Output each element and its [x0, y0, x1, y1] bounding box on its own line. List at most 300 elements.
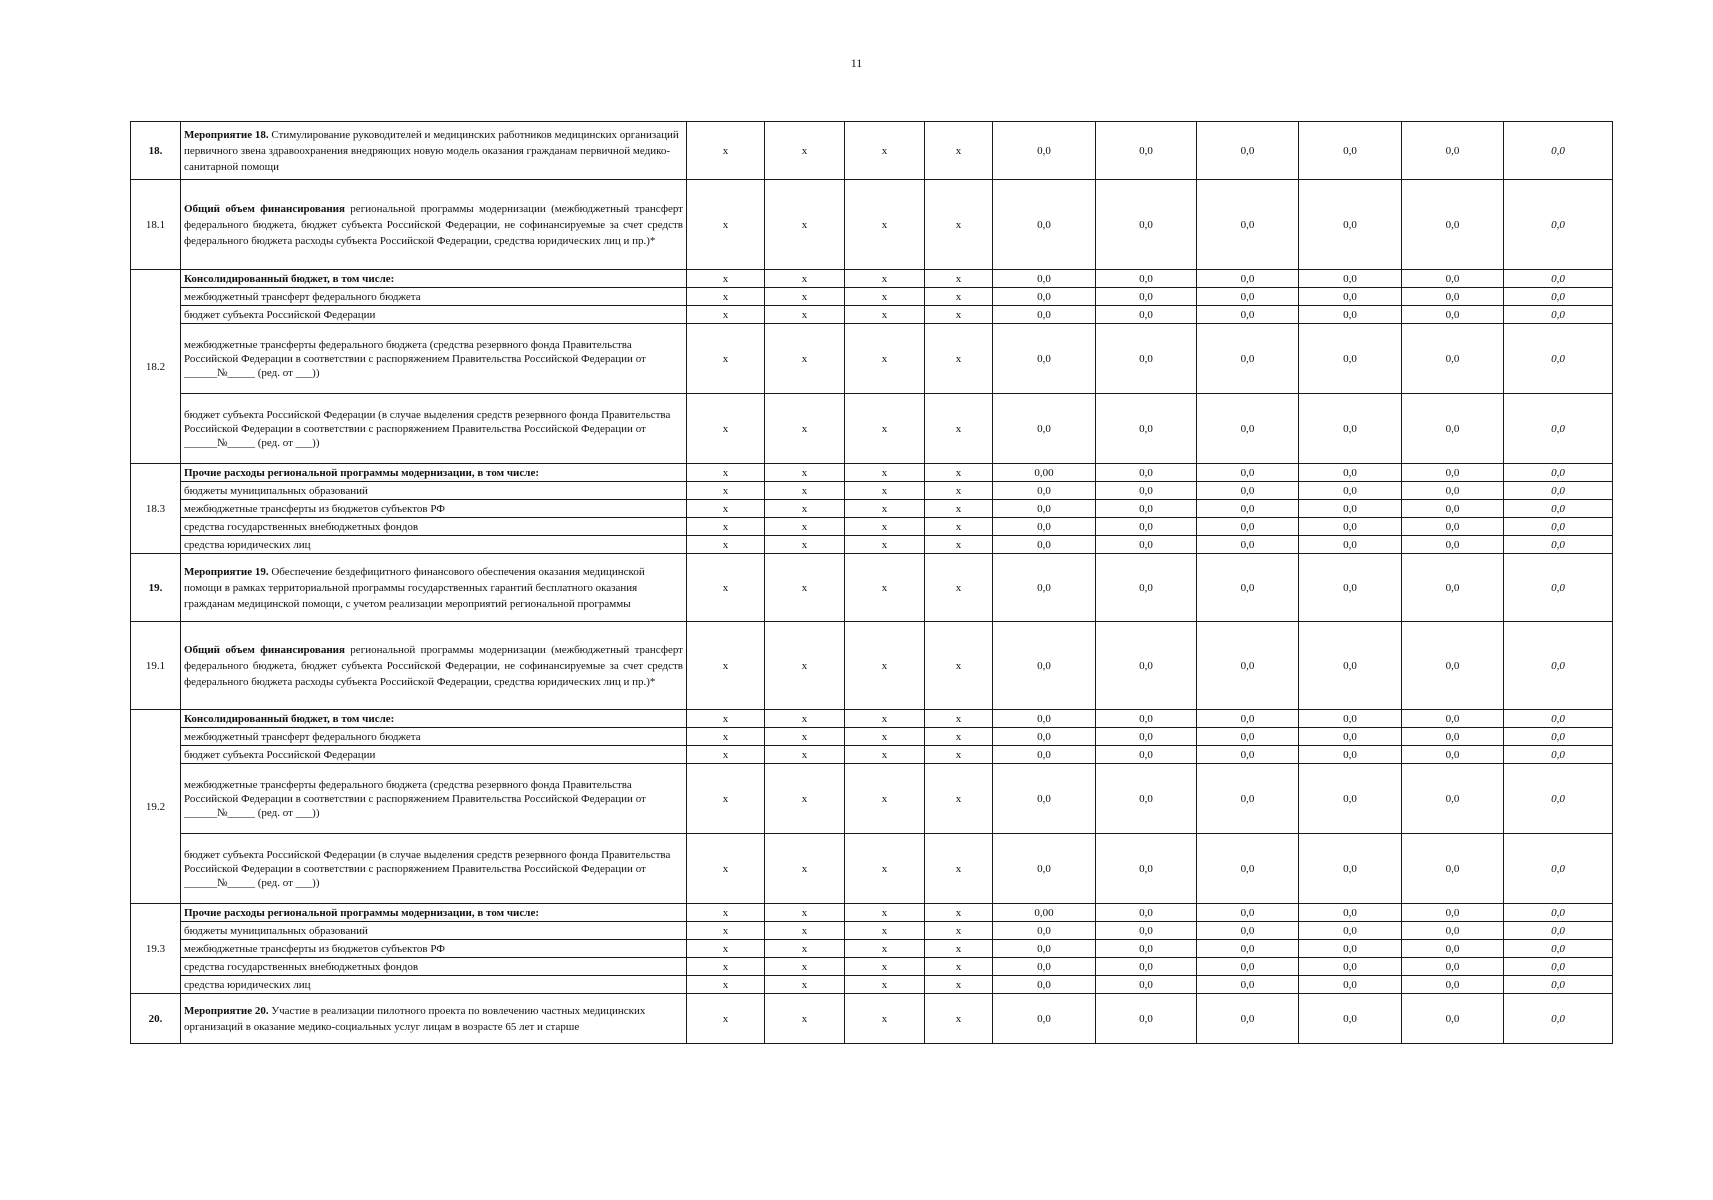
cell-value: 0,0: [993, 518, 1096, 536]
cell-value: 0,0: [1299, 764, 1402, 834]
row-description-text: Участие в реализации пилотного проекта по вовлечению частных медицинских организаций в оказание медико-социальных услуг лицам в возрасте 65 лет и старше: [184, 1004, 646, 1033]
cell-value: 0,0: [1504, 764, 1613, 834]
cell-marker: x: [687, 482, 765, 500]
row-description-lead: Общий объем финансирования: [184, 202, 345, 215]
cell-value: 0,0: [993, 482, 1096, 500]
row-description: [181, 122, 687, 180]
cell-marker: x: [925, 536, 993, 554]
cell-marker: x: [765, 536, 845, 554]
cell-value: 0,0: [1299, 710, 1402, 728]
cell-value: 0,0: [1504, 728, 1613, 746]
cell-value: 0,0: [993, 922, 1096, 940]
cell-marker: x: [765, 958, 845, 976]
cell-marker: x: [687, 764, 765, 834]
cell-value: 0,0: [1096, 288, 1197, 306]
cell-value: 0,0: [1096, 834, 1197, 904]
row-description: межбюджетные трансферты федерального бюджета (средства резервного фонда Правительства Российской Федерации в соответствии с распоряжением Правительства Российской Федерации от ______№_____ (ред. от ___)): [181, 764, 687, 834]
cell-value: 0,0: [993, 764, 1096, 834]
cell-marker: x: [765, 500, 845, 518]
cell-marker: x: [925, 958, 993, 976]
row-description-text: региональной программы модернизации (межбюджетный трансферт федерального бюджета, бюджет субъекта Российской Федерации, не софинансируемые за счет средств федерального бюджета расходы субъекта Российской Федерации, средства юридических лиц и пр.)*: [184, 202, 683, 247]
cell-marker: x: [687, 394, 765, 464]
cell-marker: x: [845, 288, 925, 306]
cell-marker: x: [765, 834, 845, 904]
cell-marker: x: [765, 324, 845, 394]
cell-marker: x: [925, 922, 993, 940]
cell-value: 0,0: [993, 536, 1096, 554]
cell-value: 0,0: [1197, 394, 1299, 464]
cell-value: 0,0: [993, 306, 1096, 324]
cell-value: 0,0: [1299, 306, 1402, 324]
table-body: [131, 122, 1613, 1044]
cell-value: 0,0: [1402, 904, 1504, 922]
table-row: [131, 270, 1613, 288]
cell-marker: x: [925, 288, 993, 306]
cell-value: 0,0: [1197, 922, 1299, 940]
table-row: [131, 746, 1613, 764]
cell-marker: x: [925, 728, 993, 746]
cell-value: 0,0: [1197, 536, 1299, 554]
cell-value: 0,0: [993, 500, 1096, 518]
cell-marker: x: [925, 976, 993, 994]
cell-value: 0,0: [1402, 270, 1504, 288]
cell-value: 0,0: [1402, 500, 1504, 518]
row-description: Консолидированный бюджет, в том числе:: [181, 710, 687, 728]
table-row: [131, 500, 1613, 518]
cell-value: 0,0: [993, 976, 1096, 994]
cell-value: 0,0: [1096, 122, 1197, 180]
cell-marker: x: [687, 922, 765, 940]
cell-value: 0,0: [1402, 976, 1504, 994]
cell-value: 0,0: [1402, 306, 1504, 324]
table-row: [131, 122, 1613, 180]
cell-value: 0,0: [1299, 904, 1402, 922]
table-row: [131, 324, 1613, 394]
cell-value: 0,0: [1402, 518, 1504, 536]
cell-marker: x: [845, 180, 925, 270]
row-number: 18.3: [131, 464, 181, 554]
cell-value: 0,0: [1504, 500, 1613, 518]
cell-marker: x: [765, 270, 845, 288]
cell-marker: x: [765, 940, 845, 958]
cell-marker: x: [925, 834, 993, 904]
cell-marker: x: [845, 746, 925, 764]
cell-value: 0,0: [993, 288, 1096, 306]
cell-marker: x: [765, 976, 845, 994]
cell-value: 0,0: [1096, 904, 1197, 922]
table-row: [131, 482, 1613, 500]
table-row: [131, 710, 1613, 728]
cell-value: 0,0: [1504, 482, 1613, 500]
cell-marker: x: [687, 554, 765, 622]
cell-value: 0,0: [993, 958, 1096, 976]
cell-value: 0,0: [993, 270, 1096, 288]
cell-marker: x: [687, 464, 765, 482]
cell-value: 0,0: [1197, 554, 1299, 622]
financing-table: [130, 121, 1613, 1044]
cell-marker: x: [845, 976, 925, 994]
row-description: бюджет субъекта Российской Федерации (в случае выделения средств резервного фонда Правительства Российской Федерации в соответствии с распоряжением Правительства Российской Федерации от ______№_____ (ред. от ___)): [181, 834, 687, 904]
cell-value: 0,0: [1402, 464, 1504, 482]
row-number: 20.: [131, 994, 181, 1044]
cell-marker: x: [845, 500, 925, 518]
table-row: [131, 904, 1613, 922]
cell-value: 0,0: [1299, 994, 1402, 1044]
cell-value: 0,0: [1197, 958, 1299, 976]
cell-marker: x: [845, 728, 925, 746]
cell-value: 0,0: [1299, 324, 1402, 394]
row-description: межбюджетные трансферты из бюджетов субъектов РФ: [181, 500, 687, 518]
row-description: [181, 994, 687, 1044]
cell-value: 0,0: [1197, 622, 1299, 710]
cell-marker: x: [925, 122, 993, 180]
cell-value: 0,0: [1504, 922, 1613, 940]
cell-value: 0,0: [1197, 180, 1299, 270]
row-description: бюджеты муниципальных образований: [181, 922, 687, 940]
cell-value: 0,0: [993, 834, 1096, 904]
cell-marker: x: [687, 180, 765, 270]
cell-value: 0,0: [1096, 554, 1197, 622]
cell-marker: x: [845, 710, 925, 728]
row-description: [181, 622, 687, 710]
cell-marker: x: [687, 288, 765, 306]
cell-value: 0,0: [1299, 518, 1402, 536]
row-description-lead: Мероприятие 18.: [184, 128, 269, 141]
row-description: [181, 554, 687, 622]
cell-value: 0,0: [1402, 834, 1504, 904]
table-row: [131, 622, 1613, 710]
cell-marker: x: [925, 180, 993, 270]
cell-value: 0,0: [1402, 622, 1504, 710]
cell-value: 0,0: [1197, 710, 1299, 728]
cell-value: 0,0: [1402, 728, 1504, 746]
cell-value: 0,0: [1504, 904, 1613, 922]
cell-marker: x: [925, 746, 993, 764]
cell-marker: x: [765, 306, 845, 324]
cell-value: 0,0: [1504, 536, 1613, 554]
cell-value: 0,0: [1402, 288, 1504, 306]
cell-marker: x: [925, 994, 993, 1044]
cell-value: 0,0: [1299, 536, 1402, 554]
cell-value: 0,0: [1504, 180, 1613, 270]
cell-value: 0,0: [1096, 710, 1197, 728]
cell-value: 0,0: [1504, 324, 1613, 394]
cell-marker: x: [765, 122, 845, 180]
table-row: [131, 940, 1613, 958]
cell-value: 0,0: [1096, 728, 1197, 746]
cell-marker: x: [765, 728, 845, 746]
cell-marker: x: [925, 518, 993, 536]
cell-value: 0,0: [1299, 958, 1402, 976]
cell-value: 0,0: [1197, 728, 1299, 746]
cell-value: 0,0: [1402, 554, 1504, 622]
cell-marker: x: [765, 554, 845, 622]
table-row: [131, 922, 1613, 940]
cell-value: 0,0: [1197, 994, 1299, 1044]
cell-value: 0,0: [1299, 976, 1402, 994]
cell-value: 0,0: [1197, 904, 1299, 922]
cell-marker: x: [845, 518, 925, 536]
cell-value: 0,0: [993, 324, 1096, 394]
cell-marker: x: [765, 904, 845, 922]
cell-marker: x: [925, 306, 993, 324]
cell-value: 0,0: [993, 622, 1096, 710]
cell-marker: x: [765, 994, 845, 1044]
cell-value: 0,0: [1197, 306, 1299, 324]
cell-value: 0,0: [1504, 394, 1613, 464]
cell-value: 0,0: [1096, 622, 1197, 710]
cell-value: 0,0: [1504, 834, 1613, 904]
cell-value: 0,0: [1096, 394, 1197, 464]
cell-value: 0,0: [1197, 764, 1299, 834]
row-description: межбюджетные трансферты из бюджетов субъектов РФ: [181, 940, 687, 958]
cell-value: 0,0: [1197, 518, 1299, 536]
row-description: Прочие расходы региональной программы модернизации, в том числе:: [181, 904, 687, 922]
cell-value: 0,0: [1197, 122, 1299, 180]
cell-value: 0,0: [1299, 834, 1402, 904]
cell-value: 0,0: [1197, 288, 1299, 306]
row-number: 18.1: [131, 180, 181, 270]
table-row: [131, 464, 1613, 482]
cell-value: 0,0: [993, 994, 1096, 1044]
cell-marker: x: [925, 394, 993, 464]
table-row: [131, 288, 1613, 306]
cell-value: 0,0: [1299, 270, 1402, 288]
cell-value: 0,0: [1402, 710, 1504, 728]
table-row: [131, 728, 1613, 746]
cell-marker: x: [845, 904, 925, 922]
cell-value: 0,0: [1299, 554, 1402, 622]
cell-marker: x: [687, 994, 765, 1044]
cell-value: 0,0: [1402, 958, 1504, 976]
cell-value: 0,0: [1299, 622, 1402, 710]
cell-value: 0,0: [1402, 122, 1504, 180]
cell-value: 0,0: [1504, 994, 1613, 1044]
table-row: [131, 554, 1613, 622]
table-row: [131, 958, 1613, 976]
row-description: Прочие расходы региональной программы модернизации, в том числе:: [181, 464, 687, 482]
cell-marker: x: [687, 710, 765, 728]
cell-value: 0,0: [1197, 482, 1299, 500]
cell-marker: x: [845, 834, 925, 904]
cell-marker: x: [765, 922, 845, 940]
cell-value: 0,0: [993, 554, 1096, 622]
row-description: межбюджетный трансферт федерального бюджета: [181, 728, 687, 746]
cell-value: 0,0: [1504, 958, 1613, 976]
row-description: [181, 180, 687, 270]
cell-marker: x: [845, 764, 925, 834]
cell-value: 0,0: [993, 710, 1096, 728]
cell-value: 0,0: [1504, 554, 1613, 622]
cell-value: 0,0: [993, 180, 1096, 270]
cell-marker: x: [925, 270, 993, 288]
cell-value: 0,0: [1402, 394, 1504, 464]
row-description-lead: Мероприятие 19.: [184, 565, 269, 578]
row-description-text: региональной программы модернизации (межбюджетный трансферт федерального бюджета, бюджет субъекта Российской Федерации, не софинансируемые за счет средств федерального бюджета расходы субъекта Российской Федерации, средства юридических лиц и пр.)*: [184, 643, 683, 688]
cell-marker: x: [925, 500, 993, 518]
cell-value: 0,0: [1096, 464, 1197, 482]
cell-marker: x: [765, 394, 845, 464]
cell-marker: x: [845, 394, 925, 464]
row-description: межбюджетные трансферты федерального бюджета (средства резервного фонда Правительства Российской Федерации в соответствии с распоряжением Правительства Российской Федерации от ______№_____ (ред. от ___)): [181, 324, 687, 394]
cell-marker: x: [687, 958, 765, 976]
cell-marker: x: [687, 306, 765, 324]
cell-value: 0,0: [1197, 464, 1299, 482]
cell-marker: x: [925, 622, 993, 710]
cell-value: 0,0: [1504, 976, 1613, 994]
table-row: [131, 306, 1613, 324]
cell-value: 0,0: [1504, 122, 1613, 180]
cell-value: 0,0: [1504, 622, 1613, 710]
page-number: 11: [850, 56, 863, 70]
cell-value: 0,0: [1096, 922, 1197, 940]
cell-value: 0,0: [1197, 324, 1299, 394]
cell-marker: x: [845, 622, 925, 710]
cell-marker: x: [925, 482, 993, 500]
cell-value: 0,0: [1096, 958, 1197, 976]
cell-value: 0,0: [1504, 288, 1613, 306]
table-row: [131, 994, 1613, 1044]
cell-marker: x: [845, 994, 925, 1044]
cell-marker: x: [845, 464, 925, 482]
cell-value: 0,0: [1197, 746, 1299, 764]
cell-value: 0,0: [1096, 324, 1197, 394]
cell-marker: x: [925, 554, 993, 622]
cell-marker: x: [687, 728, 765, 746]
cell-value: 0,0: [1299, 922, 1402, 940]
cell-marker: x: [765, 482, 845, 500]
cell-value: 0,0: [1504, 710, 1613, 728]
row-number: 18.2: [131, 270, 181, 464]
table-row: [131, 536, 1613, 554]
row-description-text: Стимулирование руководителей и медицинских работников медицинских организаций первичного звена здравоохранения внедряющих новую модель оказания гражданам первичной медико-санитарной помощи: [184, 128, 679, 173]
cell-marker: x: [687, 976, 765, 994]
table-row: [131, 834, 1613, 904]
cell-value: 0,0: [1402, 536, 1504, 554]
cell-value: 0,0: [1197, 940, 1299, 958]
cell-value: 0,0: [1504, 306, 1613, 324]
cell-marker: x: [925, 710, 993, 728]
cell-value: 0,0: [1197, 270, 1299, 288]
cell-value: 0,0: [1096, 940, 1197, 958]
cell-marker: x: [687, 622, 765, 710]
cell-value: 0,0: [1299, 122, 1402, 180]
row-description: Консолидированный бюджет, в том числе:: [181, 270, 687, 288]
cell-marker: x: [765, 180, 845, 270]
cell-value: 0,0: [1402, 746, 1504, 764]
cell-marker: x: [845, 122, 925, 180]
cell-marker: x: [845, 306, 925, 324]
cell-marker: x: [925, 464, 993, 482]
cell-marker: x: [765, 518, 845, 536]
row-description: межбюджетный трансферт федерального бюджета: [181, 288, 687, 306]
cell-marker: x: [845, 922, 925, 940]
cell-marker: x: [845, 940, 925, 958]
row-description: бюджет субъекта Российской Федерации: [181, 306, 687, 324]
table-row: [131, 394, 1613, 464]
cell-marker: x: [925, 904, 993, 922]
cell-value: 0,0: [1197, 500, 1299, 518]
cell-value: 0,0: [1096, 180, 1197, 270]
cell-marker: x: [845, 958, 925, 976]
cell-value: 0,0: [993, 728, 1096, 746]
cell-value: 0,0: [1402, 180, 1504, 270]
cell-marker: x: [765, 764, 845, 834]
cell-value: 0,0: [1299, 500, 1402, 518]
cell-marker: x: [687, 536, 765, 554]
row-number: 19.: [131, 554, 181, 622]
cell-value: 0,0: [1504, 270, 1613, 288]
row-description: средства юридических лиц: [181, 536, 687, 554]
cell-marker: x: [845, 554, 925, 622]
cell-marker: x: [687, 518, 765, 536]
cell-value: 0,0: [1197, 976, 1299, 994]
cell-value: 0,0: [1096, 536, 1197, 554]
cell-value: 0,0: [1299, 940, 1402, 958]
row-description-lead: Общий объем финансирования: [184, 643, 345, 656]
row-description: бюджет субъекта Российской Федерации: [181, 746, 687, 764]
cell-value: 0,0: [1096, 994, 1197, 1044]
cell-value: 0,0: [1299, 180, 1402, 270]
cell-value: 0,0: [1504, 518, 1613, 536]
cell-value: 0,0: [1096, 976, 1197, 994]
cell-value: 0,0: [1402, 482, 1504, 500]
row-description: средства юридических лиц: [181, 976, 687, 994]
row-number: 19.3: [131, 904, 181, 994]
cell-value: 0,0: [993, 122, 1096, 180]
cell-value: 0,0: [1299, 482, 1402, 500]
cell-value: 0,0: [1504, 940, 1613, 958]
cell-value: 0,0: [993, 940, 1096, 958]
cell-value: 0,0: [993, 746, 1096, 764]
cell-value: 0,0: [1402, 994, 1504, 1044]
row-number: 19.1: [131, 622, 181, 710]
cell-value: 0,0: [1197, 834, 1299, 904]
cell-marker: x: [687, 500, 765, 518]
cell-marker: x: [687, 324, 765, 394]
table-row: [131, 764, 1613, 834]
cell-value: 0,0: [1096, 500, 1197, 518]
row-description-lead: Мероприятие 20.: [184, 1004, 269, 1017]
cell-value: 0,0: [1096, 482, 1197, 500]
cell-marker: x: [925, 324, 993, 394]
row-description: средства государственных внебюджетных фондов: [181, 958, 687, 976]
cell-value: 0,0: [993, 394, 1096, 464]
cell-value: 0,0: [1402, 764, 1504, 834]
cell-value: 0,0: [1299, 464, 1402, 482]
cell-value: 0,0: [1096, 306, 1197, 324]
cell-value: 0,0: [1402, 324, 1504, 394]
cell-marker: x: [687, 940, 765, 958]
cell-marker: x: [765, 288, 845, 306]
cell-marker: x: [845, 270, 925, 288]
cell-value: 0,0: [1096, 270, 1197, 288]
cell-marker: x: [845, 482, 925, 500]
row-description: бюджет субъекта Российской Федерации (в случае выделения средств резервного фонда Правительства Российской Федерации в соответствии с распоряжением Правительства Российской Федерации от ______№_____ (ред. от ___)): [181, 394, 687, 464]
cell-value: 0,00: [993, 904, 1096, 922]
row-number: 18.: [131, 122, 181, 180]
table-row: [131, 180, 1613, 270]
cell-value: 0,0: [1504, 464, 1613, 482]
cell-marker: x: [765, 710, 845, 728]
cell-marker: x: [845, 324, 925, 394]
cell-value: 0,0: [1096, 764, 1197, 834]
cell-marker: x: [687, 904, 765, 922]
cell-marker: x: [687, 270, 765, 288]
cell-marker: x: [765, 746, 845, 764]
cell-value: 0,0: [1096, 746, 1197, 764]
cell-value: 0,0: [1096, 518, 1197, 536]
